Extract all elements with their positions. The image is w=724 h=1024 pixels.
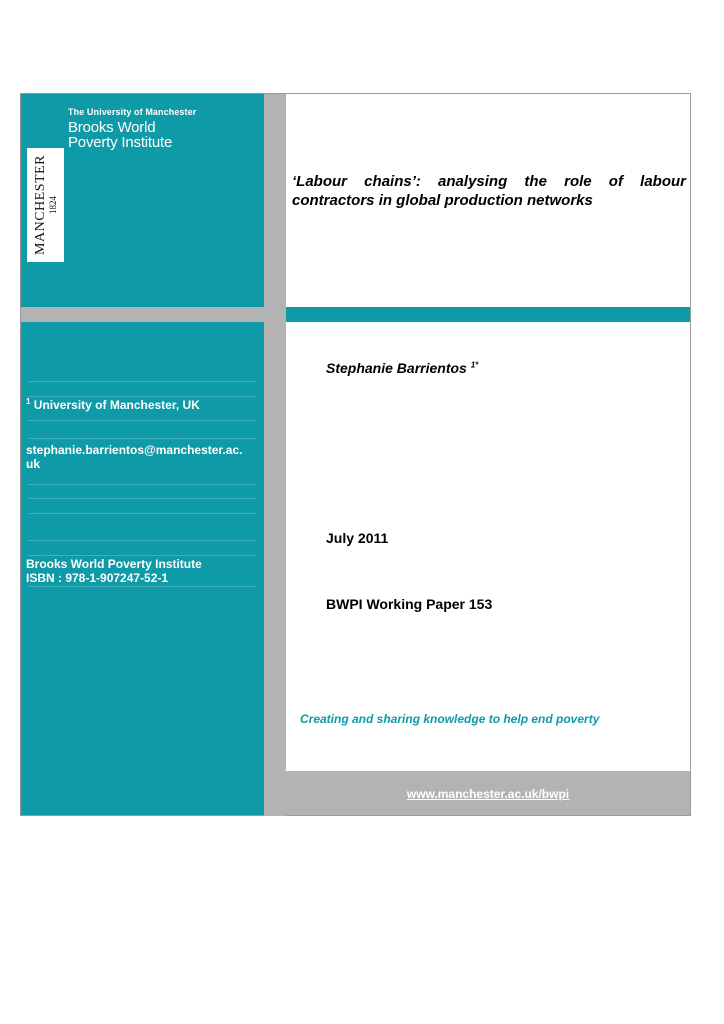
rule-line — [28, 438, 256, 439]
rule-line — [28, 396, 256, 397]
working-paper-number: BWPI Working Paper 153 — [326, 596, 493, 612]
author-name — [326, 360, 478, 376]
email-line1: stephanie.barrientos@manchester.ac. — [26, 443, 243, 457]
logo-institute-line2: Poverty Institute — [68, 134, 173, 151]
author-text: Stephanie Barrientos — [326, 360, 467, 376]
logo-university: The University of Manchester — [68, 107, 197, 117]
rule-line — [28, 381, 256, 382]
publisher-block — [26, 557, 258, 585]
rule-line — [28, 555, 256, 556]
institute-logo — [68, 108, 196, 150]
crest-name: MANCHESTER — [32, 155, 48, 255]
affiliation — [26, 398, 258, 412]
gray-divider-horizontal — [21, 307, 264, 322]
rule-line — [28, 540, 256, 541]
manchester-crest — [27, 148, 64, 262]
rule-line — [28, 484, 256, 485]
affiliation-mark: 1 — [26, 397, 31, 406]
rule-line — [28, 586, 256, 587]
tagline: Creating and sharing knowledge to help end poverty — [300, 712, 600, 726]
publisher-name: Brooks World Poverty Institute — [26, 557, 202, 571]
affiliation-text: University of Manchester, UK — [33, 398, 200, 412]
rule-line — [28, 420, 256, 421]
author-marks: 1* — [470, 360, 479, 370]
paper-title: ‘Labour chains’: analysing the role of labour contractors in global production networks — [292, 173, 686, 209]
publication-date: July 2011 — [326, 530, 389, 546]
teal-band — [286, 307, 690, 322]
rule-line — [28, 513, 256, 514]
email-line2: uk — [26, 457, 41, 471]
logo-institute-line1: Brooks World — [68, 119, 156, 136]
gray-divider-vertical — [264, 94, 286, 816]
isbn: ISBN : 978-1-907247-52-1 — [26, 571, 169, 585]
author-email[interactable] — [26, 443, 258, 471]
rule-line — [28, 498, 256, 499]
website-link[interactable]: www.manchester.ac.uk/bwpi — [406, 787, 570, 801]
crest-year: 1824 — [47, 196, 58, 214]
